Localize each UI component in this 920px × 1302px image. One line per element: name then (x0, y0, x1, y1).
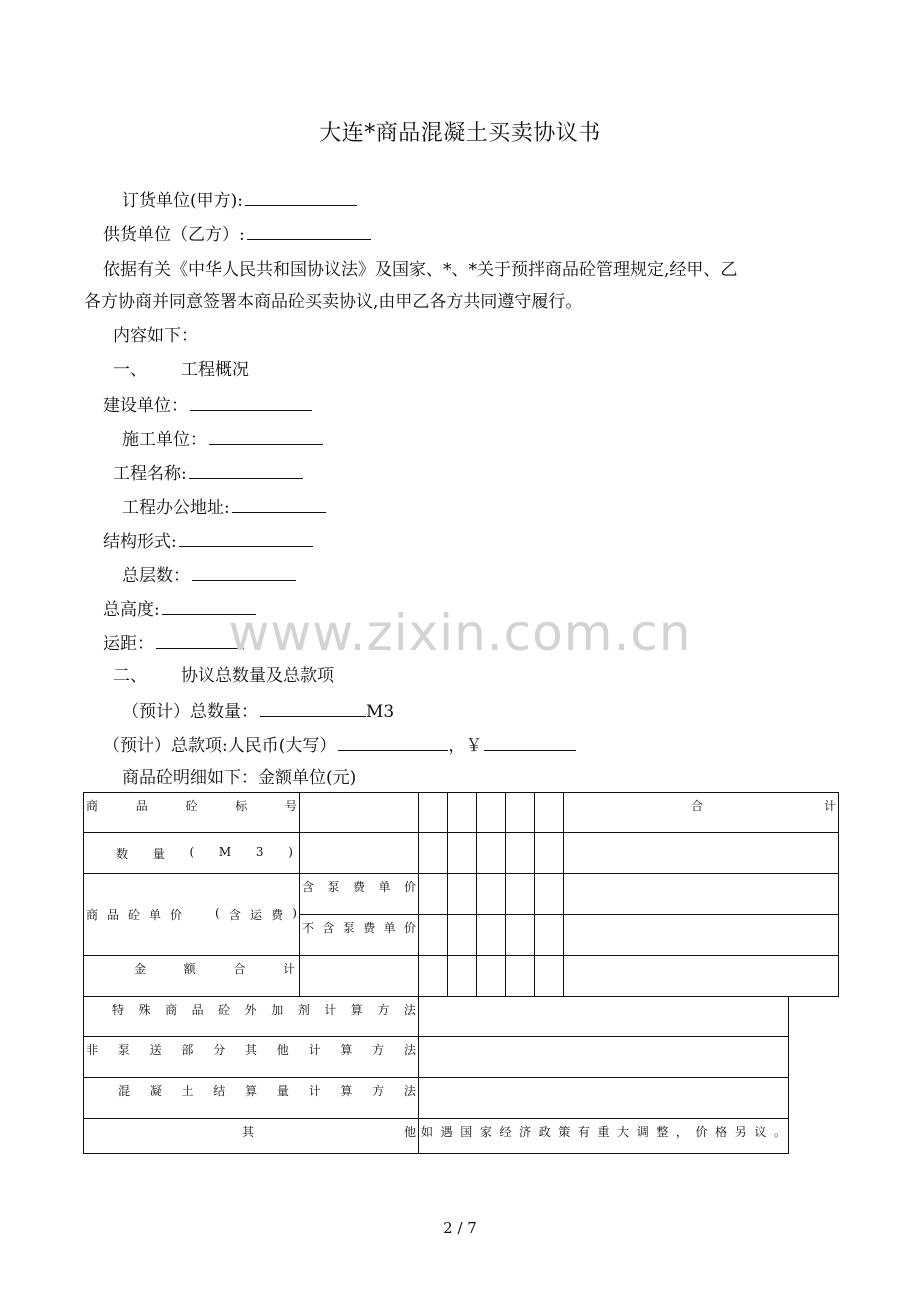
amount-total-header-cell (84, 956, 300, 997)
floors-blank[interactable] (192, 563, 296, 581)
table-cell[interactable] (535, 793, 564, 833)
table-cell[interactable] (506, 793, 535, 833)
buyer-line (122, 188, 357, 213)
table-cell[interactable] (535, 956, 564, 997)
floors-label: 总层数： (122, 566, 190, 586)
table-cell[interactable] (419, 1078, 789, 1119)
table-row (84, 1037, 789, 1078)
table-cell[interactable] (419, 915, 448, 956)
content-heading: 内容如下： (113, 326, 198, 346)
without-pump-label: 不 含 泵 费 单 价 (302, 921, 416, 935)
table-cell[interactable] (419, 956, 448, 997)
table-row (84, 1119, 789, 1154)
table-cell[interactable] (477, 956, 506, 997)
table-cell[interactable] (564, 833, 839, 874)
height-label: 总高度: (103, 600, 160, 620)
table-cell[interactable] (448, 833, 477, 874)
intro-line-1: 依据有关《中华人民共和国协议法》及国家、*、*关于预拌商品砼管理规定,经甲、乙 (103, 260, 738, 280)
settlement-method-label: 混 凝 土 结 算 量 计 算 方 法 (118, 1084, 416, 1098)
section2-heading (113, 664, 334, 688)
grade-label: 商 品 砼 标 号 (86, 799, 297, 813)
total-amount-figure-blank[interactable] (484, 733, 576, 751)
builder-line (122, 427, 323, 452)
table-cell[interactable] (535, 833, 564, 874)
unit-price-label: 商 品 砼 单 价 (86, 908, 182, 922)
table-cell[interactable] (419, 793, 448, 833)
total-amount-label: （预计）总款项:人民币(大写） (103, 736, 337, 756)
quantity-label: 数 量 ( M 3 ) (116, 844, 293, 861)
non-pump-method-cell (84, 1037, 419, 1078)
table-cell[interactable] (448, 874, 477, 915)
structure-label: 结构形式: (103, 532, 177, 552)
office-address-blank[interactable] (232, 495, 326, 513)
office-address-label: 工程办公地址: (122, 498, 230, 518)
seller-line (103, 222, 371, 247)
document-title: 大连*商品混凝土买卖协议书 (319, 121, 601, 146)
table-row (84, 833, 839, 874)
table-row (84, 956, 839, 997)
amount-total-label: 金 额 合 计 (134, 962, 295, 976)
table-cell[interactable] (448, 956, 477, 997)
builder-label: 施工单位： (122, 430, 207, 450)
office-address-line (122, 495, 326, 520)
table-cell[interactable] (564, 956, 839, 997)
total-amount-separator: ，￥ (448, 736, 483, 756)
total-quantity-unit: M3 (366, 702, 395, 722)
quantity-header-cell (84, 833, 300, 874)
project-name-label: 工程名称: (113, 464, 187, 484)
section1-title: 工程概况 (181, 360, 249, 380)
seller-blank[interactable] (247, 222, 371, 240)
table-cell[interactable] (564, 915, 839, 956)
detail-heading: 商品砼明细如下：金额单位(元) (122, 768, 357, 788)
total-quantity-label: （预计）总数量： (122, 702, 258, 722)
special-method-cell (84, 997, 419, 1037)
table-cell[interactable] (506, 915, 535, 956)
table-row (84, 874, 839, 915)
table-row (84, 793, 839, 833)
total-quantity-blank[interactable] (260, 699, 366, 717)
with-pump-cell (300, 874, 419, 915)
table-cell[interactable] (506, 956, 535, 997)
table-cell[interactable] (535, 874, 564, 915)
incl-freight-label: ( 含 运 费 ) (215, 906, 297, 922)
price-detail-table (83, 792, 839, 997)
buyer-blank[interactable] (245, 188, 357, 206)
table-cell[interactable] (419, 874, 448, 915)
total-amount-words-blank[interactable] (338, 733, 448, 751)
page-number: 2 / 7 (443, 1219, 477, 1237)
construction-unit-label: 建设单位： (103, 396, 188, 416)
construction-unit-blank[interactable] (190, 393, 312, 411)
construction-unit-line (103, 393, 312, 418)
table-cell[interactable] (419, 1037, 789, 1078)
buyer-label: 订货单位(甲方): (122, 191, 243, 211)
table-cell[interactable] (300, 833, 419, 874)
table-cell[interactable] (300, 956, 419, 997)
table-cell[interactable] (535, 915, 564, 956)
table-cell[interactable] (300, 793, 419, 833)
builder-blank[interactable] (209, 427, 323, 445)
section2-title: 协议总数量及总款项 (181, 666, 334, 686)
without-pump-cell (300, 915, 419, 956)
project-name-line (113, 461, 303, 486)
other-note-cell (419, 1119, 789, 1154)
distance-label: 运距： (103, 634, 154, 654)
non-pump-method-label: 非 泵 送 部 分 其 他 计 算 方 法 (86, 1043, 416, 1057)
table-cell[interactable] (448, 915, 477, 956)
table-row (84, 1078, 789, 1119)
table-cell[interactable] (564, 874, 839, 915)
total-quantity-line (122, 699, 394, 724)
special-method-label: 特 殊 商 品 砼 外 加 剂 计 算 方 法 (112, 1002, 416, 1017)
floors-line (122, 563, 296, 588)
table-cell[interactable] (477, 833, 506, 874)
table-cell[interactable] (506, 833, 535, 874)
method-table (83, 996, 789, 1154)
section1-heading (113, 358, 249, 382)
unit-price-header-cell (84, 874, 300, 956)
table-cell[interactable] (448, 793, 477, 833)
settlement-method-cell (84, 1078, 419, 1119)
watermark: www.zixin.com.cn (228, 604, 692, 662)
table-cell[interactable] (477, 793, 506, 833)
total-amount-line (103, 733, 576, 758)
grade-header-cell (84, 793, 300, 833)
other-note: 如 遇 国 家 经 济 政 策 有 重 大 调 整 ， 价 格 另 议 。 (421, 1125, 786, 1139)
other-label: 其 他 (242, 1125, 416, 1139)
table-cell[interactable] (419, 833, 448, 874)
structure-blank[interactable] (179, 529, 313, 547)
intro-line-2: 各方协商并同意签署本商品砼买卖协议,由甲乙各方共同遵守履行。 (84, 292, 583, 312)
table-cell[interactable] (506, 874, 535, 915)
section1-number: 一、 (113, 360, 147, 380)
section2-number: 二、 (113, 666, 147, 686)
structure-line (103, 529, 313, 554)
other-cell (84, 1119, 419, 1154)
with-pump-label: 含 泵 费 单 价 (302, 880, 416, 894)
total-header-cell (564, 793, 839, 833)
table-row (84, 997, 789, 1037)
total-label: 合 计 (691, 799, 836, 813)
project-name-blank[interactable] (189, 461, 303, 479)
seller-label: 供货单位（乙方）: (103, 225, 245, 245)
table-cell[interactable] (419, 997, 789, 1037)
table-cell[interactable] (477, 874, 506, 915)
table-cell[interactable] (477, 915, 506, 956)
